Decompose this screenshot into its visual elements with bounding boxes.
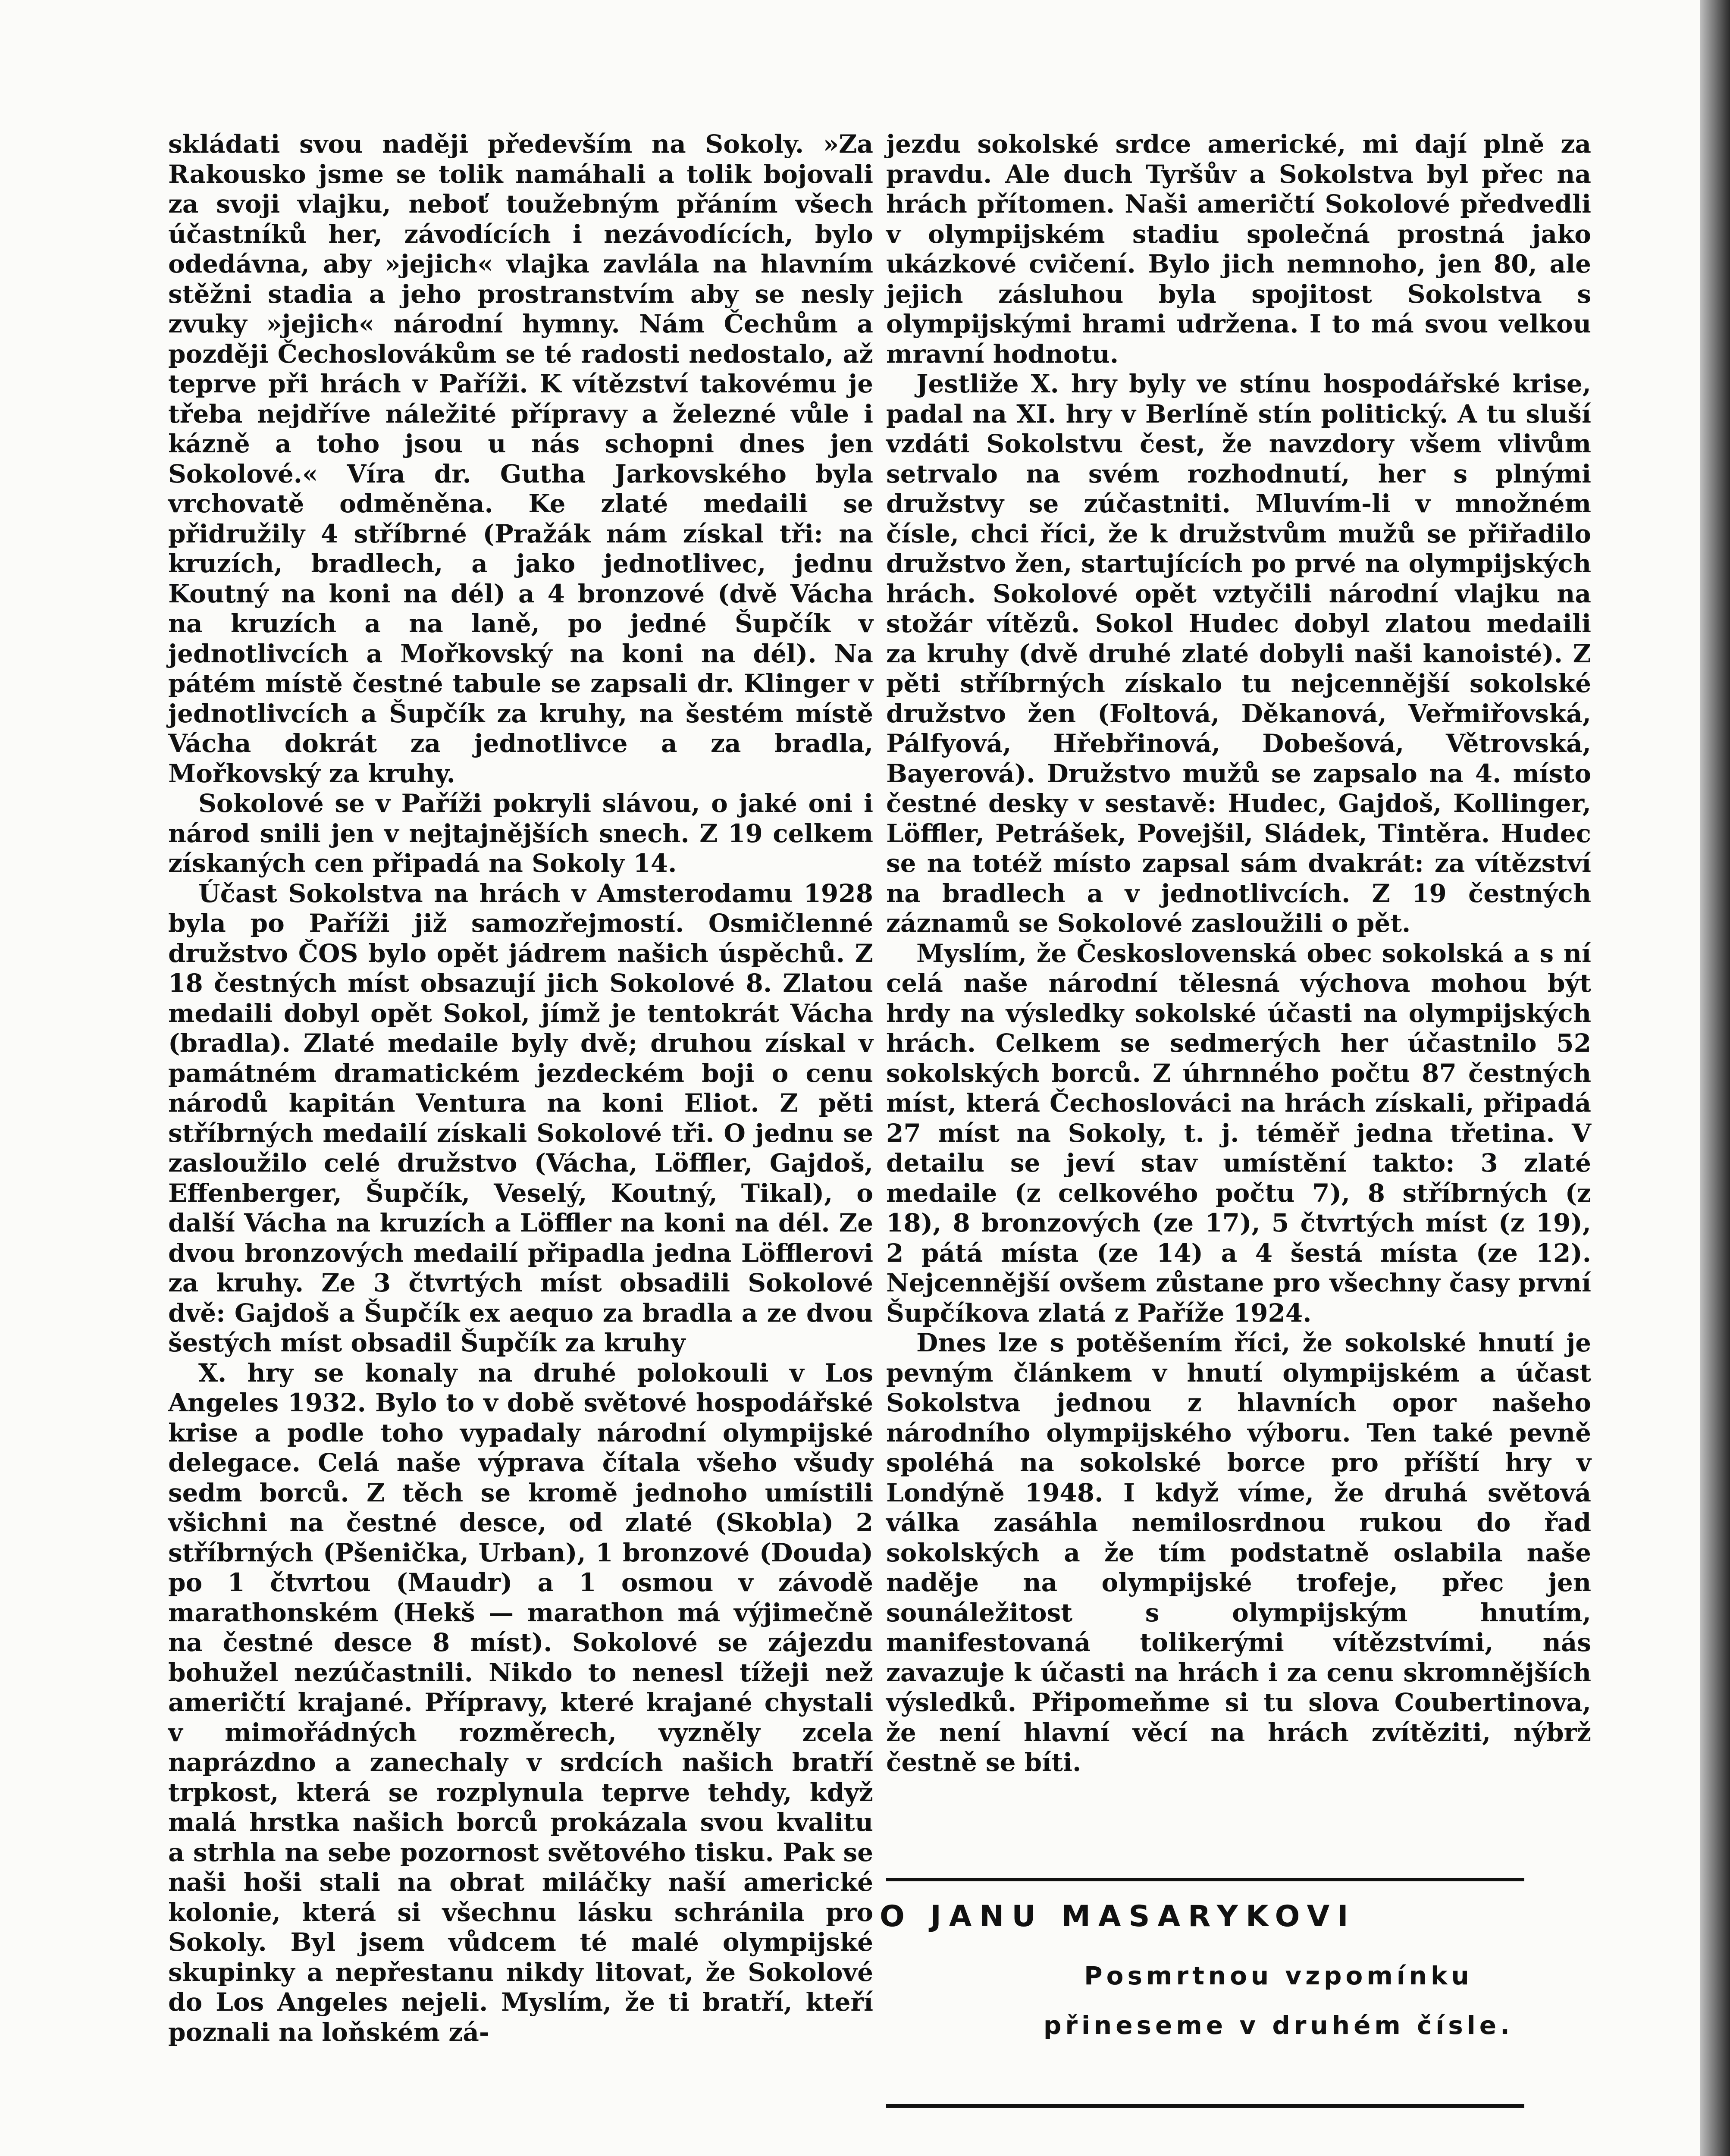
notice-text: Posmrtnou vzpomínku přineseme v druhém čísle. [1043,1961,1514,2040]
divider [886,2104,1524,2108]
right-column [886,129,1591,1778]
paragraph: jezdu sokolské srdce americké, mi dají plně za pravdu. Ale duch Tyršův a Sokolstva byl přec na hrách přítomen. Naši američtí Sokolové předvedli v olympijském stadiu společná prostná jako ukázkové cvičení. Bylo jich nemnoho, jen 80, ale jejich zásluhou byla spojitost Sokolstva s olympijskými hrami udržena. I to má svou velkou mravní hodnotu. [886,129,1591,369]
scan-edge [1700,0,1730,2156]
paragraph: X. hry se konaly na druhé polokouli v Los Angeles 1932. Bylo to v době světové hospodářské krise a podle toho vypadaly národní olympijské delegace. Celá naše výprava čítala všeho všudy sedm borců. Z těch se kromě jednoho umístili všichni na čestné desce, od zlaté (Skobla) 2 stříbrných (Pšenička, Urban), 1 bronzové (Douda) po 1 čtvrtou (Maudr) a 1 osmou v závodě marathonském (Hekš — marathon má výjimečně na čestné desce 8 míst). Sokolové se zájezdu bohužel nezúčastnili. Nikdo to nenesl tížeji než američtí krajané. Přípravy, které krajané chystali v mimořádných rozměrech, vyzněly zcela naprázdno a zanechaly v srdcích našich bratří trpkost, která se rozplynula teprve tehdy, když malá hrstka našich borců prokázala svou kvalitu a strhla na sebe pozornost světového tisku. Pak se naši hoši stali na obrat miláčky naší americké kolonie, která si všechnu lásku schránila pro Sokoly. Byl jsem vůdcem té malé olympijské skupinky a nepřestanu nikdy litovat, že Sokolové do Los Angeles nejeli. Myslím, že ti bratří, kteří poznali na loňském zá- [168,1358,873,2047]
paragraph: Sokolové se v Paříži pokryli slávou, o jaké oni i národ snili jen v nejtajnějších snech. Z 19 celkem získaných cen připadá na Sokoly 14. [168,789,873,878]
paragraph: Dnes lze s potěšením říci, že sokolské hnutí je pevným článkem v hnutí olympijském a účast Sokolstva jednou z hlavních opor našeho národního olympijského výboru. Ten také pevně spoléhá na sokolské borce pro příští hry v Londýně 1948. I když víme, že druhá světová válka zasáhla nemilosrdnou rukou do řad sokolských a že tím podstatně oslabila naše naděje na olympijské trofeje, přec jen sounáležitost s olympijským hnutím, manifestovaná tolikerými vítězstvími, nás zavazuje k účasti na hrách i za cenu skromnějších výsledků. Připomeňme si tu slova Coubertinova, že není hlavní věcí na hrách zvítěziti, nýbrž čestně se bíti. [886,1328,1591,1777]
paragraph: Účast Sokolstva na hrách v Amsterodamu 1928 byla po Paříži již samozřejmostí. Osmičlenné družstvo ČOS bylo opět jádrem našich úspěchů. Z 18 čestných míst obsazují jich Sokolové 8. Zlatou medaili dobyl opět Sokol, jímž je tentokrát Vácha (bradla). Zlaté medaile byly dvě; druhou získal v památném dramatickém jezdeckém boji o cenu národů kapitán Ventura na koni Eliot. Z pěti stříbrných medailí získali Sokolové tři. O jednu se zasloužilo celé družstvo (Vácha, Löffler, Gajdoš, Effenberger, Šupčík, Veselý, Koutný, Tikal), o další Vácha na kruzích a Löffler na koni na dél. Ze dvou bronzových medailí připadla jedna Löfflerovi za kruhy. Ze 3 čtvrtých míst obsadili Sokolové dvě: Gajdoš a Šupčík ex aequo za bradla a ze dvou šestých míst obsadil Šupčík za kruhy [168,878,873,1357]
divider [886,1878,1524,1881]
paragraph: skládati svou naději především na Sokoly. »Za Rakousko jsme se tolik namáhali a tolik bojovali za svoji vlajku, neboť toužebným přáním všech účastníků her, závodících i nezávodících, bylo odedávna, aby »jejich« vlajka zavlála na hlavním stěžni stadia a jeho prostranstvím aby se nesly zvuky »jejich« národní hymny. Nám Čechům a později Čechoslovákům se té radosti nedostalo, až teprve při hrách v Paříži. K vítězství takovému je třeba nejdříve náležité přípravy a železné vůle i kázně a toho jsou u nás schopni dnes jen Sokolové.« Víra dr. Gutha Jarkovského byla vrchovatě odměněna. Ke zlaté medaili se přidružily 4 stříbrné (Pražák nám získal tři: na kruzích, bradlech, a jako jednotlivec, jednu Koutný na koni na dél) a 4 bronzové (dvě Vácha na kruzích a na laně, po jedné Šupčík v jednotlivcích a Mořkovský na koni na dél). Na pátém místě čestné tabule se zapsali dr. Klinger v jednotlivcích a Šupčík za kruhy, na šestém místě Vácha dokrát za jednotlivce a za bradla, Mořkovský za kruhy. [168,129,873,788]
paragraph: Myslím, že Československá obec sokolská a s ní celá naše národní tělesná výchova mohou být hrdy na výsledky sokolské účasti na olympijských hrách. Celkem se sedmerých her účastnilo 52 sokolských borců. Z úhrnného počtu 87 čestných míst, která Čechoslováci na hrách získali, připadá 27 míst na Sokoly, t. j. téměř jedna třetina. V detailu se jeví stav umístění takto: 3 zlaté medaile (z celkového počtu 7), 8 stříbrných (z 18), 8 bronzových (ze 17), 5 čtvrtých míst (z 19), 2 pátá místa (ze 14) a 4 šestá místa (ze 12). Nejcennější ovšem zůstane pro všechny časy první Šupčíkova zlatá z Paříže 1924. [886,938,1591,1328]
left-column [168,129,873,2047]
section-title: O JANU MASARYKOVI [880,1899,1356,1934]
paragraph: Jestliže X. hry byly ve stínu hospodářské krise, padal na XI. hry v Berlíně stín politický. A tu sluší vzdáti Sokolstvu čest, že navzdory všem vlivům setrvalo na svém rozhodnutí, her s plnými družstvy se zúčastniti. Mluvím-li v množném čísle, chci říci, že k družstvům mužů se přiřadilo družstvo žen, startujících po prvé na olympijských hrách. Sokolové opět vztyčili národní vlajku na stožár vítězů. Sokol Hudec dobyl zlatou medaili za kruhy (dvě druhé zlaté dobyli naši kanoisté). Z pěti stříbrných získalo tu nejcennější sokolské družstvo žen (Foltová, Děkanová, Veřmiřovská, Pálfyová, Hřebřinová, Dobešová, Větrovská, Bayerová). Družstvo mužů se zapsalo na 4. místo čestné desky v sestavě: Hudec, Gajdoš, Kollinger, Löffler, Petrášek, Povejšil, Sládek, Tintěra. Hudec se na totéž místo zapsal sám dvakrát: za vítězství na bradlech a v jednotlivcích. Z 19 čestných záznamů se Sokolové zasloužili o pět. [886,369,1591,938]
